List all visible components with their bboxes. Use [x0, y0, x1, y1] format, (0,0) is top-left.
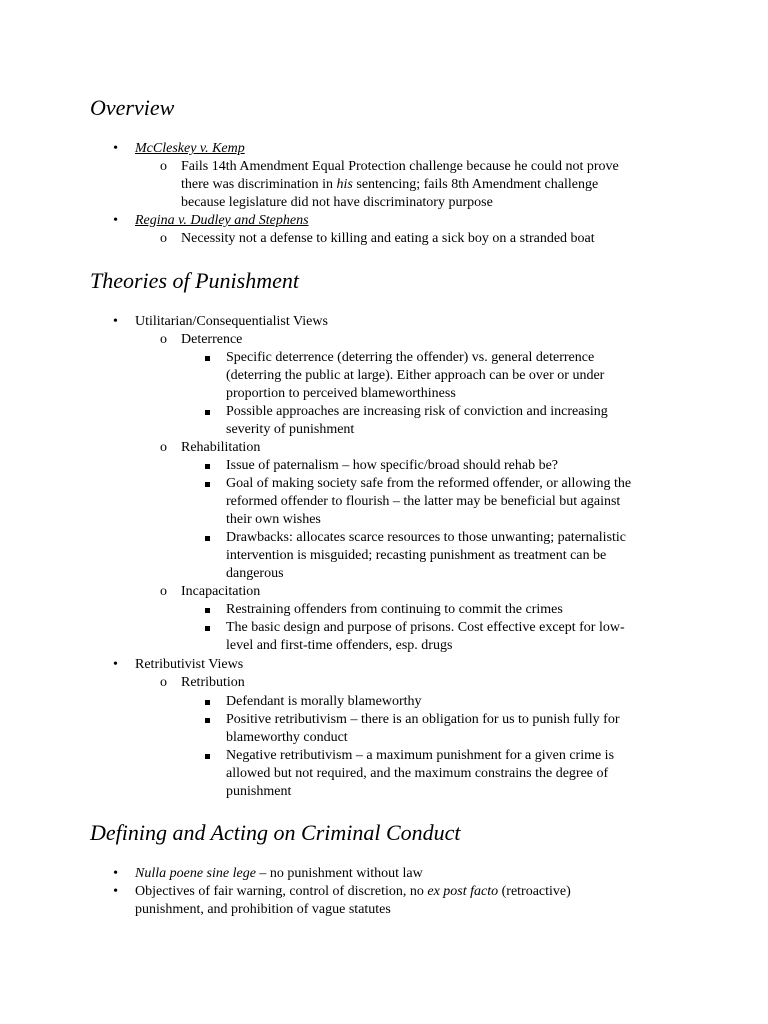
text-line: Positive retributivism – there is an obligation for us to punish fully for: [226, 712, 620, 727]
list-item: Retribution: [181, 675, 245, 690]
bullet-circle: o: [160, 332, 167, 347]
list-item: Deterrence: [181, 332, 243, 347]
bullet-square: [205, 464, 210, 469]
bullet-square: [205, 410, 210, 415]
text-line: The basic design and purpose of prisons. Cost effective except for low-: [226, 620, 625, 635]
text-line: severity of punishment: [226, 422, 355, 437]
list-item: Rehabilitation: [181, 440, 261, 455]
bullet-square: [205, 482, 210, 487]
bullet-circle: o: [160, 231, 167, 246]
list-item: Retributivist Views: [135, 657, 244, 672]
text-line: Necessity not a defense to killing and eating a sick boy on a stranded boat: [181, 231, 595, 246]
bullet-dot: •: [113, 314, 118, 329]
heading-defining: Defining and Acting on Criminal Conduct: [90, 820, 461, 845]
text-line: level and first-time offenders, esp. drugs: [226, 638, 453, 653]
bullet-dot: •: [113, 866, 118, 881]
bullet-square: [205, 608, 210, 613]
text-line: proportion to perceived blameworthiness: [226, 386, 456, 401]
bullet-circle: o: [160, 159, 167, 174]
bullet-square: [205, 718, 210, 723]
text-line: Negative retributivism – a maximum punishment for a given crime is: [226, 748, 615, 763]
bullet-circle: o: [160, 440, 167, 455]
text-line: Possible approaches are increasing risk of conviction and increasing: [226, 404, 608, 419]
text-line: Drawbacks: allocates scarce resources to those unwanting; paternalistic: [226, 530, 627, 545]
text-line: Issue of paternalism – how specific/broad should rehab be?: [226, 458, 559, 473]
text-line: blameworthy conduct: [226, 730, 348, 745]
list-item: Incapacitation: [181, 584, 261, 599]
text-line: Restraining offenders from continuing to commit the crimes: [226, 602, 563, 617]
text-line: Fails 14th Amendment Equal Protection challenge because he could not prove: [181, 159, 619, 174]
text-line: Defendant is morally blameworthy: [226, 694, 422, 709]
bullet-square: [205, 536, 210, 541]
text-line: Goal of making society safe from the reformed offender, or allowing the: [226, 476, 632, 491]
text-line: intervention is misguided; recasting punishment as treatment can be: [226, 548, 607, 563]
list-item: Objectives of fair warning, control of discretion, no ex post facto (retroactive): [135, 884, 571, 899]
bullet-dot: •: [113, 213, 118, 228]
text-line: punishment, and prohibition of vague statutes: [135, 902, 391, 917]
heading-theories: Theories of Punishment: [90, 268, 299, 293]
text-line: reformed offender to flourish – the latter may be beneficial but against: [226, 494, 621, 509]
text-line: there was discrimination in his sentencing; fails 8th Amendment challenge: [181, 177, 599, 192]
text-line: because legislature did not have discriminatory purpose: [181, 195, 493, 210]
bullet-dot: •: [113, 657, 118, 672]
list-item: Utilitarian/Consequentialist Views: [135, 314, 328, 329]
bullet-circle: o: [160, 675, 167, 690]
text-line: allowed but not required, and the maximum constrains the degree of: [226, 766, 609, 781]
bullet-square: [205, 700, 210, 705]
text-line: dangerous: [226, 566, 284, 581]
bullet-dot: •: [113, 141, 118, 156]
bullet-circle: o: [160, 584, 167, 599]
bullet-square: [205, 626, 210, 631]
case-title-mccleskey: McCleskey v. Kemp: [135, 141, 245, 156]
text-line: (deterring the public at large). Either approach can be over or under: [226, 368, 605, 383]
bullet-dot: •: [113, 884, 118, 899]
list-item: Nulla poene sine lege – no punishment without law: [135, 866, 423, 881]
heading-overview: Overview: [90, 95, 175, 120]
bullet-square: [205, 356, 210, 361]
text-line: punishment: [226, 784, 292, 799]
text-line: their own wishes: [226, 512, 321, 527]
bullet-square: [205, 754, 210, 759]
case-title-regina: Regina v. Dudley and Stephens: [135, 213, 309, 228]
text-line: Specific deterrence (deterring the offender) vs. general deterrence: [226, 350, 595, 365]
